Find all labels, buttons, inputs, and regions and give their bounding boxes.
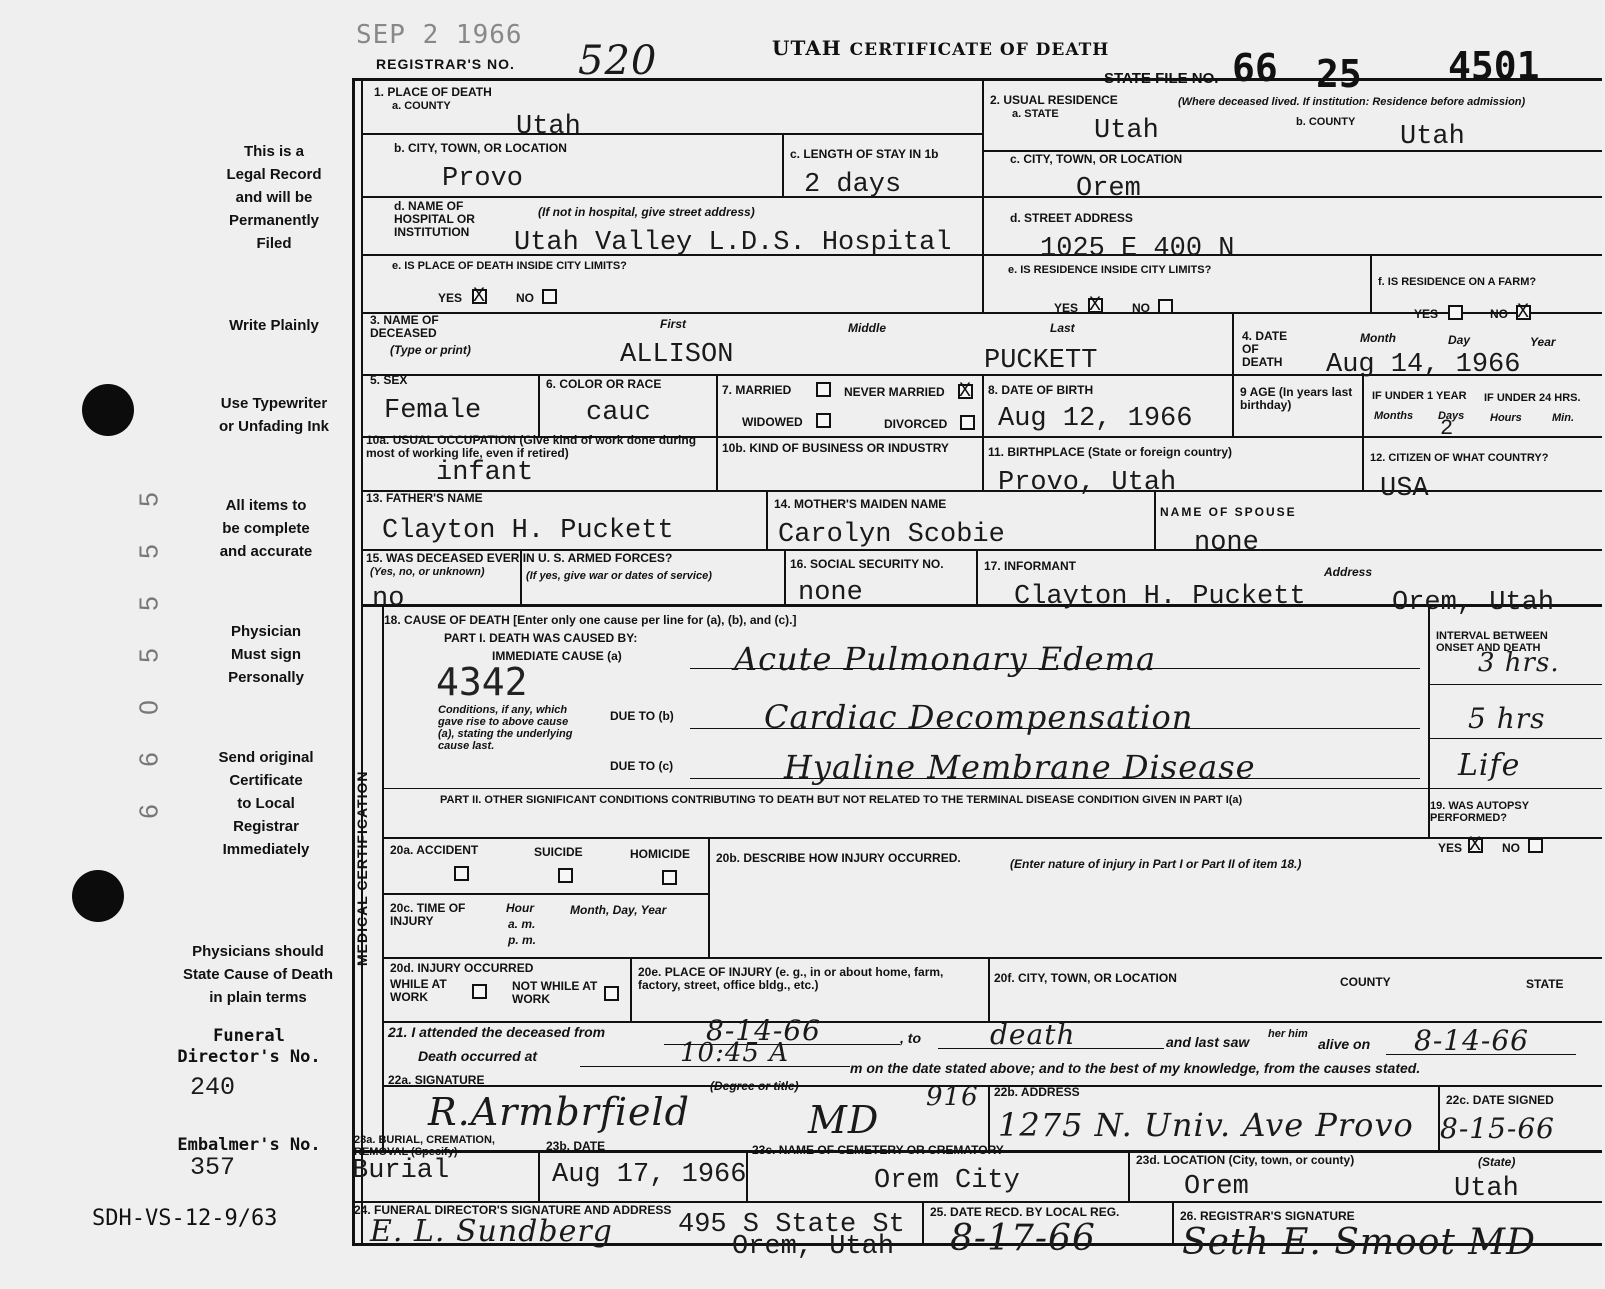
label-hospital: d. NAME OF HOSPITAL OR INSTITUTION (394, 199, 475, 239)
edge-digit: 5 (133, 492, 164, 507)
label-under-1-year: IF UNDER 1 YEAR (1372, 390, 1467, 402)
value-spouse: none (1194, 528, 1259, 558)
rule (1232, 312, 1234, 436)
value-street: 1025 E 400 N (1040, 234, 1235, 264)
label-res-city: c. CITY, TOWN, OR LOCATION (1010, 152, 1183, 166)
label-signature: 22a. SIGNATURE (388, 1073, 485, 1087)
label-homicide: HOMICIDE (630, 847, 690, 861)
state-file-b: 25 (1316, 52, 1362, 96)
value-first-name: ALLISON (620, 340, 734, 370)
value-death-time: 10:45 A (680, 1038, 789, 1068)
label-type-print: (Type or print) (390, 343, 471, 357)
label-physician-address: 22b. ADDRESS (994, 1085, 1080, 1099)
side-note-send-original: Send original Certificate to Local Registrar Immediately (218, 749, 314, 858)
title-rest: CERTIFICATE OF DEATH (849, 40, 1110, 60)
value-birth-date: Aug 12, 1966 (998, 404, 1193, 434)
certificate-title (772, 36, 1109, 60)
label-farm: f. IS RESIDENCE ON A FARM? (1378, 276, 1537, 288)
label-city: b. CITY, TOWN, OR LOCATION (394, 141, 567, 155)
funeral-director-no-label: Funeral Director's No. (177, 1026, 321, 1067)
value-cause-c: Hyaline Membrane Disease (784, 748, 1256, 786)
label-days: Days (1438, 410, 1465, 422)
value-location-state: Utah (1454, 1174, 1519, 1204)
label-state-paren: (State) (1478, 1155, 1516, 1169)
value-physician-address: 1275 N. Univ. Ave Provo (998, 1106, 1414, 1144)
label-yes: YES (438, 291, 463, 305)
value-city: Provo (442, 164, 524, 194)
label-no: NO (516, 291, 534, 305)
value-registrar-signature: Seth E. Smoot MD (1182, 1222, 1537, 1263)
checkbox-farm-no[interactable] (1516, 305, 1531, 320)
rule (982, 374, 984, 490)
value-res-county: Utah (1400, 122, 1465, 152)
value-signature-number: 916 (926, 1082, 979, 1112)
value-physician-title: MD (808, 1098, 880, 1142)
value-informant: Clayton H. Puckett (1014, 582, 1306, 612)
label-married: 7. MARRIED (722, 383, 792, 397)
checkbox-autopsy-yes[interactable] (1468, 838, 1483, 853)
rule (976, 549, 978, 604)
side-note-plain-terms: Physicians should State Cause of Death in plain terms (182, 943, 334, 1006)
rule (1370, 254, 1372, 312)
label-yes: YES (1438, 841, 1463, 855)
label-time-injury: 20c. TIME OF INJURY (390, 901, 466, 928)
rule (716, 374, 718, 490)
rule (538, 1150, 540, 1201)
embalmer-no-label: Embalmer's No. (177, 1135, 321, 1155)
label-medical-certification: MEDICAL CERTIFICATION (354, 770, 370, 966)
label-usual-residence: 2. USUAL RESIDENCE (990, 93, 1118, 107)
checkbox-inside-city-no[interactable] (542, 289, 557, 304)
rule (384, 893, 708, 895)
value-funeral-address-1: 495 S State St (678, 1210, 905, 1240)
value-res-state: Utah (1094, 116, 1159, 146)
rule (988, 957, 990, 1021)
label-yes: YES (1054, 301, 1079, 315)
label-inside-city: e. IS PLACE OF DEATH INSIDE CITY LIMITS? (392, 260, 627, 272)
checkbox-never-married[interactable] (958, 384, 973, 399)
label-injury-state: STATE (1526, 977, 1564, 991)
label-not-while-at-work: NOT WHILE AT WORK (512, 979, 598, 1006)
value-funeral-address-2: Orem, Utah (732, 1232, 895, 1262)
rule (988, 1085, 990, 1150)
label-birthplace: 11. BIRTHPLACE (State or foreign country) (988, 445, 1233, 459)
value-date-recd: 8-17-66 (950, 1218, 1096, 1259)
label-hour: Hour (506, 901, 534, 915)
value-burial-date: Aug 17, 1966 (552, 1160, 747, 1190)
state-file-a: 66 (1232, 46, 1278, 90)
value-res-city: Orem (1076, 174, 1141, 204)
label-res-county: b. COUNTY (1296, 116, 1356, 128)
label-burial-date: 23b. DATE (546, 1139, 606, 1153)
label-first: First (660, 317, 687, 331)
label-pm: p. m. (508, 933, 537, 947)
registrar-no: 520 (578, 38, 658, 84)
value-interval-c: Life (1458, 748, 1521, 783)
label-never-married: NEVER MARRIED (844, 385, 945, 399)
side-note-typewriter: Use Typewriter or Unfading Ink (219, 395, 329, 435)
label-armed-forces: 15. WAS DECEASED EVER IN U. S. ARMED FORCES? (366, 551, 673, 565)
checkbox-farm-yes[interactable] (1448, 305, 1463, 320)
label-day: Day (1448, 333, 1471, 347)
funeral-director-no: 240 (190, 1073, 236, 1102)
label-informant: 17. INFORMANT (984, 559, 1077, 573)
label-middle: Middle (848, 321, 886, 335)
label-alive-on: alive on (1318, 1036, 1371, 1052)
label-last-saw: and last saw (1166, 1034, 1250, 1050)
value-interval-b: 5 hrs (1468, 702, 1546, 735)
label-place-of-death: 1. PLACE OF DEATH (374, 85, 492, 99)
checkbox-autopsy-no[interactable] (1528, 838, 1543, 853)
label-armed-note-1: (Yes, no, or unknown) (370, 566, 485, 578)
rule (782, 133, 784, 196)
value-alive-on: 8-14-66 (1414, 1024, 1529, 1057)
value-age-days: 2 (1440, 416, 1454, 441)
value-hospital: Utah Valley L.D.S. Hospital (514, 228, 952, 258)
label-date-of-death: 4. DATE OF DEATH (1242, 329, 1288, 369)
rule (1430, 738, 1602, 739)
label-injury-occurred: 20d. INJURY OCCURRED (390, 961, 534, 975)
side-note-physician-sign: Physician Must sign Personally (228, 623, 304, 686)
label-mdy: Month, Day, Year (570, 903, 667, 917)
value-birthplace: Provo, Utah (998, 468, 1177, 498)
label-m-on: m on the date stated above; and to the best of my knowledge, from the causes stated. (850, 1060, 1421, 1076)
punch-hole-bottom (72, 870, 124, 922)
checkbox-suicide[interactable] (558, 868, 573, 883)
label-immediate-cause: IMMEDIATE CAUSE (a) (492, 649, 622, 663)
rule (1172, 1201, 1174, 1246)
value-sex: Female (384, 396, 482, 426)
label-accident: 20a. ACCIDENT (390, 843, 479, 857)
edge-digit: 6 (133, 804, 164, 819)
side-note-complete: All items to be complete and accurate (219, 497, 313, 560)
value-burial: Burial (352, 1156, 450, 1186)
value-physician-signature: R.Armbrfield (428, 1090, 691, 1134)
form-id: SDH-VS-12-9/63 (92, 1206, 278, 1231)
edge-digit: 5 (133, 648, 164, 663)
label-registrar-signature: 26. REGISTRAR'S SIGNATURE (1180, 1209, 1355, 1223)
label-father: 13. FATHER'S NAME (366, 491, 483, 505)
label-to: , to (900, 1030, 921, 1046)
value-cause-a: Acute Pulmonary Edema (734, 640, 1157, 678)
label-attended: 21. I attended the deceased from (388, 1024, 606, 1040)
checkbox-accident[interactable] (454, 866, 469, 881)
label-yes: YES (1414, 307, 1439, 321)
checkbox-widowed[interactable] (816, 413, 831, 428)
punch-hole-top (82, 384, 134, 436)
label-age: 9 AGE (In years last birthday) (1240, 385, 1353, 412)
value-cause-b: Cardiac Decompensation (764, 698, 1194, 736)
rule (1430, 684, 1602, 685)
value-stay: 2 days (804, 170, 902, 200)
value-ssn: none (798, 578, 863, 608)
label-under-24-hrs: IF UNDER 24 HRS. (1484, 392, 1581, 404)
value-last-name: PUCKETT (984, 346, 1098, 376)
rule (1362, 374, 1364, 490)
side-note-write-plainly: Write Plainly (229, 317, 319, 334)
checkbox-inside-city-yes[interactable] (472, 289, 487, 304)
label-widowed: WIDOWED (742, 415, 803, 429)
label-cemetery: 23c. NAME OF CEMETERY OR CREMATORY (752, 1143, 1004, 1157)
label-due-b: DUE TO (b) (610, 709, 674, 723)
rule (538, 374, 540, 436)
label-sex: 5. SEX (370, 373, 408, 387)
checkbox-res-city-no[interactable] (1158, 299, 1173, 314)
value-mother: Carolyn Scobie (778, 520, 1005, 550)
label-occupation: 10a. USUAL OCCUPATION (Give kind of work done during most of working life, even if retired) (366, 433, 697, 460)
rule (1128, 1150, 1130, 1201)
rule (384, 788, 1602, 789)
label-suicide: SUICIDE (534, 845, 583, 859)
value-funeral-director-signature: E. L. Sundberg (370, 1214, 613, 1249)
label-mother: 14. MOTHER'S MAIDEN NAME (774, 497, 947, 511)
checkbox-homicide[interactable] (662, 870, 677, 885)
value-father: Clayton H. Puckett (382, 516, 674, 546)
label-race: 6. COLOR OR RACE (546, 377, 662, 391)
label-months: Months (1374, 410, 1414, 422)
label-county: a. COUNTY (392, 100, 451, 112)
label-no: NO (1502, 841, 1520, 855)
label-part-1: PART I. DEATH WAS CAUSED BY: (444, 631, 638, 645)
label-divorced: DIVORCED (884, 417, 948, 431)
label-describe-injury: 20b. DESCRIBE HOW INJURY OCCURRED. (716, 851, 961, 865)
value-attended-to: death (990, 1018, 1076, 1051)
label-min: Min. (1552, 412, 1574, 424)
value-attended-from: 8-14-66 (706, 1014, 821, 1047)
label-birth-date: 8. DATE OF BIRTH (988, 383, 1094, 397)
edge-digit: 6 (133, 752, 164, 767)
label-no: NO (1490, 307, 1508, 321)
label-her-him: her him (1268, 1028, 1308, 1040)
rule (384, 1085, 1602, 1087)
registrar-no-label: REGISTRAR'S NO. (376, 56, 515, 72)
state-file-c: 4501 (1448, 44, 1540, 88)
value-race: cauc (586, 398, 651, 428)
label-address: Address (1324, 565, 1373, 579)
checkbox-while-at-work[interactable] (472, 984, 487, 999)
label-interval: INTERVAL BETWEEN ONSET AND DEATH (1436, 630, 1548, 654)
label-armed-note-2: (If yes, give war or dates of service) (526, 570, 712, 582)
label-date-signed: 22c. DATE SIGNED (1446, 1093, 1554, 1107)
label-no: NO (1132, 301, 1150, 315)
rule (384, 837, 1602, 839)
label-res-state: a. STATE (1012, 108, 1059, 120)
value-code: 4342 (436, 660, 528, 704)
rule (382, 604, 384, 1150)
label-street: d. STREET ADDRESS (1010, 211, 1133, 225)
label-place-injury: 20e. PLACE OF INJURY (e. g., in or about home, farm, factory, street, office bldg., etc.) (638, 965, 944, 992)
state-file-label: STATE FILE NO. (1104, 70, 1219, 87)
label-spouse: NAME OF SPOUSE (1160, 505, 1297, 519)
rule (630, 957, 632, 1021)
label-year: Year (1530, 335, 1556, 349)
label-res-inside-city: e. IS RESIDENCE INSIDE CITY LIMITS? (1008, 264, 1212, 276)
label-describe-note: (Enter nature of injury in Part I or Part II of item 18.) (1010, 857, 1302, 871)
label-burial: 23a. BURIAL, CREMATION, REMOVAL (Specify) (354, 1134, 495, 1158)
rule (362, 133, 982, 135)
rule (766, 490, 768, 549)
edge-digit: 0 (133, 700, 164, 715)
value-location: Orem (1184, 1172, 1249, 1202)
checkbox-res-city-yes[interactable] (1088, 298, 1103, 313)
label-degree: (Degree or title) (710, 1079, 799, 1093)
rule (784, 549, 786, 604)
label-hospital-note: (If not in hospital, give street address) (538, 205, 755, 219)
label-conditions: Conditions, if any, which gave rise to above cause (a), stating the underlying cause last. (438, 704, 573, 752)
label-residence-note: (Where deceased lived. If institution: Residence before admission) (1178, 96, 1526, 108)
value-cemetery: Orem City (874, 1166, 1020, 1196)
side-note-legal-record: This is a Legal Record and will be Permanently Filed (226, 143, 322, 252)
label-hours: Hours (1490, 412, 1522, 424)
label-name-deceased: 3. NAME OF DECEASED (370, 313, 439, 340)
title-utah: UTAH (772, 36, 842, 60)
value-county: Utah (516, 112, 581, 142)
label-stay: c. LENGTH OF STAY IN 1b (790, 147, 939, 161)
label-last: Last (1050, 321, 1075, 335)
label-month: Month (1360, 331, 1396, 345)
rule (708, 837, 710, 957)
label-death-occurred: Death occurred at (418, 1048, 538, 1064)
checkbox-divorced[interactable] (960, 415, 975, 430)
label-funeral-director-signature: 24. FUNERAL DIRECTOR'S SIGNATURE AND ADDRESS (354, 1203, 672, 1217)
label-while-at-work: WHILE AT WORK (390, 977, 447, 1004)
value-occupation: infant (436, 458, 534, 488)
label-injury-city: 20f. CITY, TOWN, OR LOCATION (994, 971, 1177, 985)
label-autopsy: 19. WAS AUTOPSY PERFORMED? (1430, 800, 1529, 824)
rule (982, 78, 984, 312)
value-informant-address: Orem, Utah (1392, 588, 1555, 618)
rule (384, 957, 1602, 959)
value-interval-a: 3 hrs. (1478, 648, 1560, 678)
checkbox-not-while-at-work[interactable] (604, 986, 619, 1001)
value-citizen: USA (1380, 474, 1429, 504)
label-injury-county: COUNTY (1340, 975, 1391, 989)
value-death-date: Aug 14, 1966 (1326, 350, 1521, 380)
label-citizen: 12. CITIZEN OF WHAT COUNTRY? (1370, 452, 1549, 464)
value-armed: no (372, 584, 405, 614)
rule (922, 1201, 924, 1246)
embalmer-no: 357 (190, 1153, 236, 1182)
checkbox-married[interactable] (816, 382, 831, 397)
edge-digit: 5 (133, 596, 164, 611)
label-location: 23d. LOCATION (City, town, or county) (1136, 1153, 1355, 1167)
received-stamp: SEP 2 1966 (356, 20, 523, 50)
label-business: 10b. KIND OF BUSINESS OR INDUSTRY (722, 441, 949, 455)
label-ssn: 16. SOCIAL SECURITY NO. (790, 557, 944, 571)
label-date-recd: 25. DATE RECD. BY LOCAL REG. (930, 1205, 1120, 1219)
label-due-c: DUE TO (c) (610, 759, 674, 773)
edge-digit: 5 (133, 544, 164, 559)
label-am: a. m. (508, 917, 536, 931)
label-part-2: PART II. OTHER SIGNIFICANT CONDITIONS CONTRIBUTING TO DEATH BUT NOT RELATED TO THE TERMINAL DISEASE CONDITION GIVEN IN PART I(a) (440, 794, 1243, 806)
rule (1154, 490, 1156, 549)
value-date-signed: 8-15-66 (1440, 1112, 1555, 1145)
label-cause-of-death: 18. CAUSE OF DEATH [Enter only one cause per line for (a), (b), and (c).] (384, 613, 797, 627)
